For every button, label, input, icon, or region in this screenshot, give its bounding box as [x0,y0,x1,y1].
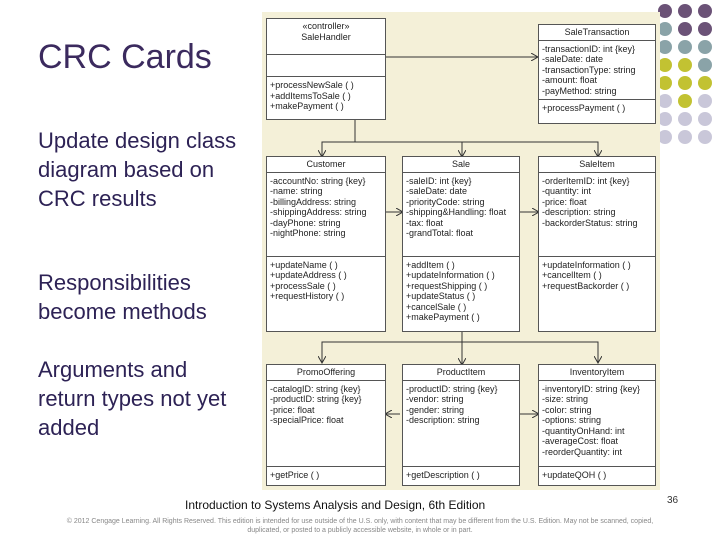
sale-name: Sale [403,157,519,173]
decorative-dot [658,58,672,72]
page-number: 36 [667,495,679,506]
decorative-dot [698,4,712,18]
slide-title: CRC Cards [38,38,212,76]
decorative-dot-grid [654,0,720,150]
inventoryitem-operations: +updateQOH ( ) [542,469,607,480]
class-productitem [402,364,520,486]
decorative-dot [698,22,712,36]
slide-footer: Introduction to Systems Analysis and Design, 6th Edition [185,498,486,512]
saletransaction-attributes: -transactionID: int {key} -saleDate: date -transactionType: string -amount: float -payMethod: string [539,41,655,101]
bullet-arguments: Arguments and return types not yet added [38,357,227,440]
saletransaction-operations: +processPayment ( ) [542,103,626,113]
decorative-dot [698,58,712,72]
decorative-dot [658,22,672,36]
decorative-dot [678,130,692,144]
decorative-dot [658,130,672,144]
salehandler-attributes [267,55,385,77]
decorative-dot [678,4,692,18]
promooffering-name: PromoOffering [267,365,385,381]
salehandler-name: SaleHandler [301,31,351,42]
promooffering-attributes: -catalogID: string {key} -productID: string {key} -price: float -specialPrice: float [267,381,385,467]
class-diagram [262,12,660,490]
customer-name: Customer [267,157,385,173]
decorative-dot [658,40,672,54]
decorative-dot [678,112,692,126]
customer-attributes: -accountNo: string {key} -name: string -billingAddress: string -shippingAddress: string -dayPhone: string -nightPhone: string [267,173,385,257]
bullet-responsibilities: Responsibilities become methods [38,270,207,324]
bullet-update-design: Update design class diagram based on CRC results [38,128,237,211]
decorative-dot [658,94,672,108]
decorative-dot [678,40,692,54]
inventoryitem-attributes: -inventoryID: string {key} -size: string -color: string -options: string -quantityOnHand: int -averageCost: float -reorderQuantity: int [539,381,655,467]
decorative-dot [678,94,692,108]
saleitem-name: SaleItem [539,157,655,173]
class-inventoryitem [538,364,656,486]
inventoryitem-name: InventoryItem [539,365,655,381]
saletransaction-name: SaleTransaction [539,25,655,41]
decorative-dot [658,112,672,126]
productitem-operations: +getDescription ( ) [406,469,480,480]
sale-attributes: -saleID: int {key} -saleDate: date -priorityCode: string -shipping&Handling: float -tax: float -grandTotal: float [403,173,519,257]
class-salehandler [266,18,386,120]
productitem-attributes: -productID: string {key} -vendor: string -gender: string -description: string [403,381,519,467]
saleitem-operations: +updateInformation ( ) +cancelItem ( ) +requestBackorder ( ) [542,259,631,291]
saleitem-attributes: -orderItemID: int {key} -quantity: int -price: float -description: string -backorderStatus: string [539,173,655,257]
class-saletransaction [538,24,656,124]
decorative-dot [698,94,712,108]
decorative-dot [658,4,672,18]
sale-operations: +addItem ( ) +updateInformation ( ) +requestShipping ( ) +updateStatus ( ) +cancelSale ( ) +makePayment ( ) [406,259,495,322]
class-saleitem [538,156,656,332]
decorative-dot [698,76,712,90]
connector-row2-row3 [322,332,462,362]
salehandler-stereotype: «controller» [302,21,350,31]
decorative-dot [678,22,692,36]
class-promooffering [266,364,386,486]
class-customer [266,156,386,332]
decorative-dot [658,76,672,90]
decorative-dot [698,40,712,54]
class-sale [402,156,520,332]
connector-handler-row2 [322,120,355,156]
decorative-dot [678,76,692,90]
decorative-dot [698,130,712,144]
salehandler-operations: +processNewSale ( ) +addItemsToSale ( ) +makePayment ( ) [270,80,354,111]
decorative-dot [698,112,712,126]
decorative-dot [678,58,692,72]
productitem-name: ProductItem [403,365,519,381]
promooffering-operations: +getPrice ( ) [270,469,320,480]
copyright-notice: © 2012 Cengage Learning. All Rights Reserved. This edition is intended for use outside of the U.S. only, with content that may be different from the U.S. Edition. May not be scanned, copied, duplicated, or posted to a publicly accessible website, in whole or in part. [66,518,654,534]
customer-operations: +updateName ( ) +updateAddress ( ) +processSale ( ) +requestHistory ( ) [270,259,347,301]
